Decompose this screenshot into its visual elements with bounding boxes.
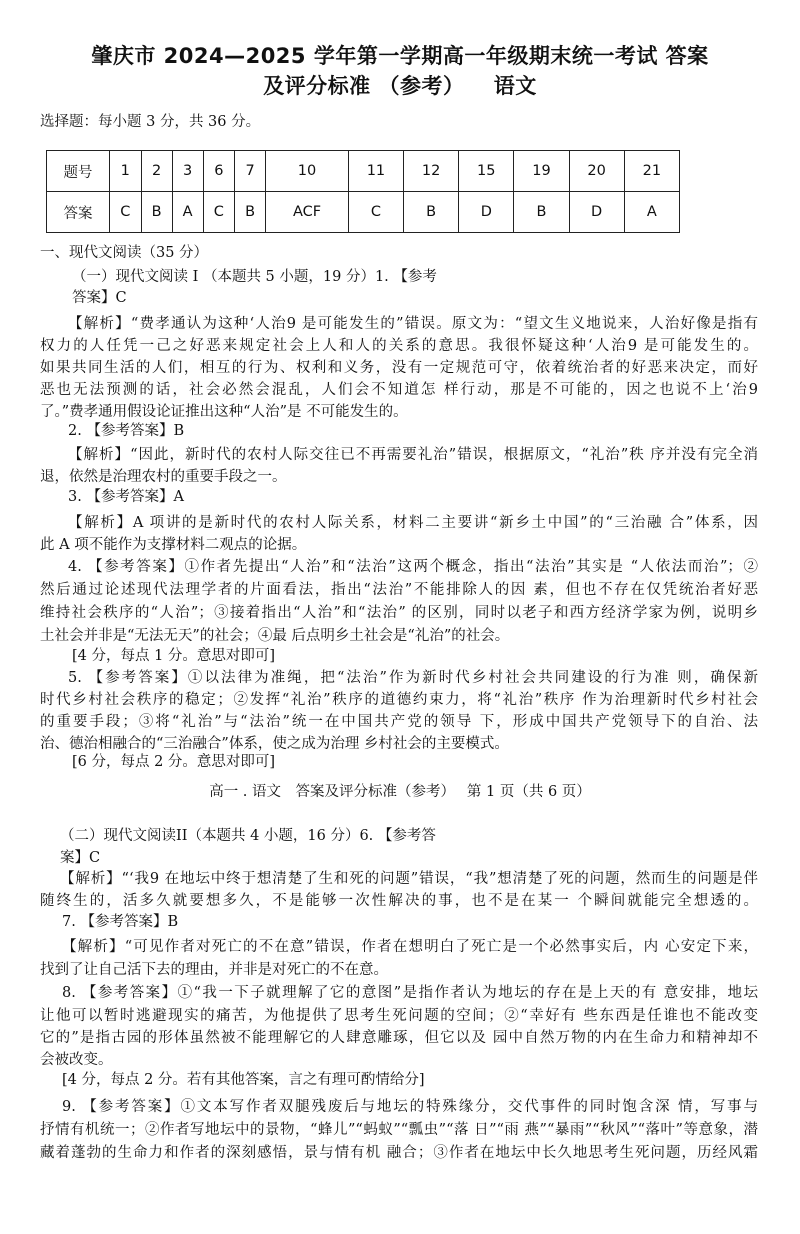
choice-note: 选择题：每小题 3 分，共 36 分。 — [40, 114, 261, 130]
document-title-line-1: 肇庆市 2024—2025 学年第一学期高一年级期末统一考试 答案 — [91, 44, 709, 68]
answer-line: 7. 【参考答案】B — [62, 914, 179, 930]
question-number: 2 — [141, 151, 172, 192]
section-heading: 一、现代文阅读（35 分） — [40, 245, 209, 261]
answer-cell: A — [624, 192, 679, 233]
row-label-answer: 答案 — [47, 192, 110, 233]
answer-cell: ACF — [266, 192, 349, 233]
question-number: 7 — [235, 151, 266, 192]
answer-line: 藏着蓬勃的生命力和作者的深刻感悟，景与情有机 融合；③作者在地坛中长久地思考生死问题，历经风霜 — [40, 1145, 758, 1161]
question-number: 1 — [110, 151, 142, 192]
answer-cell: B — [141, 192, 172, 233]
scoring-note: [4 分，每点 1 分。意思对即可] — [72, 648, 276, 664]
question-number: 11 — [348, 151, 403, 192]
answer-cell: D — [459, 192, 514, 233]
document-title-line-2: 及评分标准 （参考） 语文 — [263, 74, 537, 98]
answer-line: 案】C — [60, 850, 101, 866]
answer-line: 时代乡村社会秩序的稳定；②发挥“礼治”秩序的道德约束力，将“礼治”秩序 作为治理新时代乡村社会 — [40, 692, 758, 708]
analysis-line: 恶也无法预测的话，社会必然会混乱，人们会不知道怎 样行动，那是不可能的，因之也说不上‘治9 — [40, 382, 758, 398]
answer-line: 会被改变。 — [40, 1052, 113, 1068]
answer-cell: C — [348, 192, 403, 233]
analysis-line: 【解析】“费孝通认为这种‘人治9 是可能发生的”错误。原文为：“望文生义地说来，人治好像是指有 — [68, 316, 758, 332]
answer-cell: B — [514, 192, 569, 233]
answer-cell: A — [172, 192, 203, 233]
question-number: 20 — [569, 151, 624, 192]
question-number: 6 — [203, 151, 235, 192]
row-label-number: 题号 — [47, 151, 110, 192]
scoring-note: [6 分，每点 2 分。意思对即可] — [72, 754, 276, 770]
question-number: 3 — [172, 151, 203, 192]
answer-line: 它的”是指古园的形体虽然被不能理解它的人肆意雕琢，但它以及 园中自然万物的内在生命力和精神却不 — [40, 1030, 758, 1046]
table-row-numbers — [47, 151, 680, 192]
page-footer: 高一 . 语文 答案及评分标准（参考） 第 1 页（共 6 页） — [209, 784, 591, 800]
answer-line: 土社会并非是“无法无天”的社会；④最 后点明乡土社会是“礼治”的社会。 — [40, 628, 510, 644]
answer-line: 3. 【参考答案】A — [68, 489, 184, 505]
answer-line: 然后通过论述现代法理学者的片面看法，指出“法治”不能排除人的因 素，但也不存在仅凭统治者好恶 — [40, 582, 758, 598]
analysis-line: 【解析】“可见作者对死亡的不在意”错误，作者在想明白了死亡是一个必然事实后，内 心安定下来， — [62, 939, 758, 955]
answer-line: 治、德治相融合的“三治融合”体系，使之成为治理 乡村社会的主要模式。 — [40, 736, 509, 752]
answer-line: 9. 【参考答案】①文本写作者双腿残废后与地坛的特殊缘分，交代事件的同时饱含深 情，写事与 — [62, 1099, 758, 1115]
analysis-line: 权力的人任凭一己之好恶来规定社会上人和人的关系的意思。我很怀疑这种‘人治9 是可能发生的。 — [40, 338, 758, 354]
question-number: 15 — [459, 151, 514, 192]
answer-table — [46, 150, 680, 233]
answer-line: 4. 【参考答案】①作者先提出“人治”和“法治”这两个概念，指出“法治”其实是 “人依法而治”；② — [68, 559, 758, 575]
question-number: 21 — [624, 151, 679, 192]
answer-line: 答案】C — [72, 290, 127, 306]
analysis-line: 【解析】“‘我9 在地坛中终于想清楚了生和死的问题”错误，“我”想清楚了死的问题，然而生的问题是伴 — [60, 871, 758, 887]
answer-line: 5. 【参考答案】①以法律为准绳，把“法治”作为新时代乡村社会共同建设的行为准 则，确保新 — [68, 670, 758, 686]
analysis-line: 【解析】“因此，新时代的农村人际交往已不再需要礼治”错误，根据原文，“礼治”秩 序并没有完全消 — [68, 447, 758, 463]
answer-cell: D — [569, 192, 624, 233]
table-row-answers — [47, 192, 680, 233]
answer-line: 的重要手段；③将“礼治”与“法治”统一在中国共产党的领导 下，形成中国共产党领导下的自治、法 — [40, 714, 758, 730]
answer-cell: B — [404, 192, 459, 233]
answer-line: 让他可以暂时逃避现实的痛苦，为他提供了思考生死问题的空间；②“幸好有 些东西是任谁也不能改变 — [40, 1008, 758, 1024]
question-number: 10 — [266, 151, 349, 192]
analysis-line: 【解析】A 项讲的是新时代的农村人际关系，材料二主要讲“新乡土中国”的“三治融 合”体系，因 — [68, 515, 758, 531]
answer-line: 2. 【参考答案】B — [68, 423, 185, 439]
subsection-heading: （二）现代文阅读II（本题共 4 小题，16 分）6. 【参考答 — [60, 828, 436, 844]
answer-line: 8. 【参考答案】①“我一下子就理解了它的意图”是指作者认为地坛的存在是上天的有 意安排，地坛 — [62, 985, 758, 1001]
answer-cell: C — [110, 192, 142, 233]
answer-line: 抒情有机统一；②作者写地坛中的景物，“蜂儿”“蚂蚁”“瓢虫”“落 日”“雨 燕”“暴雨”“秋风”“落叶”等意象，潜 — [40, 1122, 758, 1138]
answer-cell: C — [203, 192, 235, 233]
answer-cell: B — [235, 192, 266, 233]
analysis-line: 了。”费孝通用假设论证推出这种“人治”是 不可能发生的。 — [40, 404, 408, 420]
analysis-line: 此 A 项不能作为支撑材料二观点的论据。 — [40, 537, 307, 553]
question-number: 12 — [404, 151, 459, 192]
answer-line: 维持社会秩序的“人治”；③接着指出“人治”和“法治” 的区别，同时以老子和西方经济学家为例，说明乡 — [40, 605, 758, 621]
scoring-note: [4 分，每点 2 分。若有其他答案，言之有理可酌情给分] — [62, 1072, 425, 1088]
analysis-line: 如果共同生活的人们，相互的行为、权利和义务，没有一定规范可守，依着统治者的好恶来决定，而好 — [40, 360, 758, 376]
question-number: 19 — [514, 151, 569, 192]
analysis-line: 退，依然是治理农村的重要手段之一。 — [40, 469, 287, 485]
analysis-line: 随终生的，活多久就要想多久，不是能够一次性解决的事，也不是在某一 个瞬间就能完全想透的。 — [40, 893, 758, 909]
analysis-line: 找到了让自己活下去的理由，并非是对死亡的不在意。 — [40, 962, 388, 978]
subsection-heading: （一）现代文阅读 I （本题共 5 小题，19 分）1. 【参考 — [72, 269, 437, 285]
